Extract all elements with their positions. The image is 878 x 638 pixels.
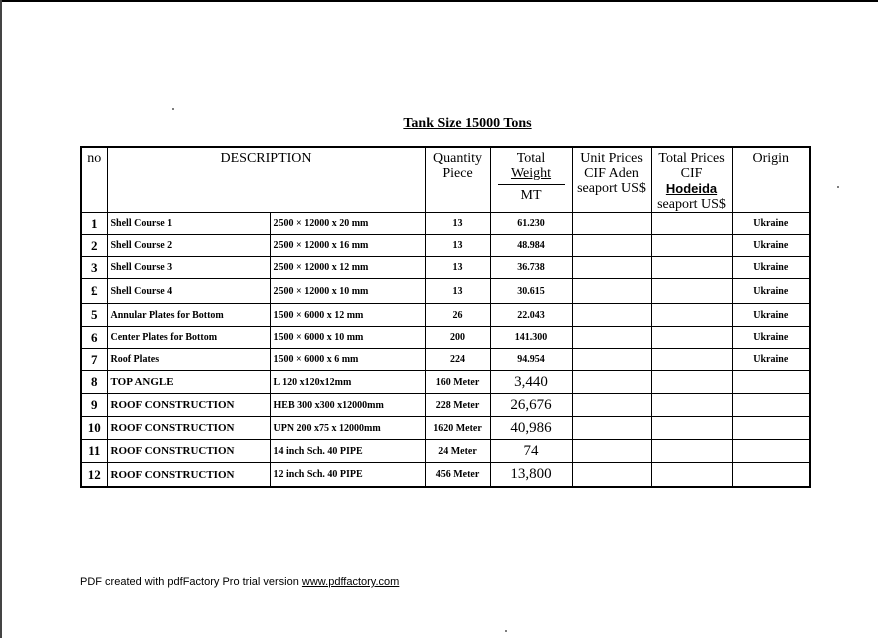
row-total-price xyxy=(651,394,732,417)
row-description: ROOF CONSTRUCTION xyxy=(107,394,270,417)
row-total-price xyxy=(651,371,732,394)
row-number: 8 xyxy=(81,371,107,394)
row-origin xyxy=(732,463,810,488)
row-description: Shell Course 4 xyxy=(107,279,270,304)
row-total-price xyxy=(651,213,732,235)
header-origin: Origin xyxy=(732,147,810,213)
row-description: Shell Course 1 xyxy=(107,213,270,235)
row-dimensions: 14 inch Sch. 40 PIPE xyxy=(270,440,425,463)
row-total-price xyxy=(651,235,732,257)
header-total-line4: seaport US$ xyxy=(657,197,726,212)
row-quantity: 13 xyxy=(425,213,490,235)
header-no: no xyxy=(81,147,107,213)
header-unit-line3: seaport US$ xyxy=(577,181,646,196)
row-quantity: 224 xyxy=(425,349,490,371)
row-number: 5 xyxy=(81,304,107,327)
table-row xyxy=(81,213,810,235)
row-origin xyxy=(732,440,810,463)
header-weight-line2: Weight xyxy=(510,166,552,181)
row-unit-price xyxy=(572,235,651,257)
row-origin: Ukraine xyxy=(732,279,810,304)
row-dimensions: 2500 × 12000 x 12 mm xyxy=(270,257,425,279)
pdf-footer xyxy=(80,576,399,588)
table-row xyxy=(81,440,810,463)
row-description: ROOF CONSTRUCTION xyxy=(107,440,270,463)
row-dimensions: 12 inch Sch. 40 PIPE xyxy=(270,463,425,488)
table-row xyxy=(81,417,810,440)
row-number: 10 xyxy=(81,417,107,440)
row-origin xyxy=(732,371,810,394)
header-total-line3: Hodeida xyxy=(665,181,718,196)
table-row xyxy=(81,257,810,279)
table-row xyxy=(81,349,810,371)
row-unit-price xyxy=(572,394,651,417)
table-row xyxy=(81,394,810,417)
scan-top-edge xyxy=(0,0,878,2)
row-number: 11 xyxy=(81,440,107,463)
row-total-price xyxy=(651,440,732,463)
row-quantity: 24 Meter xyxy=(425,440,490,463)
table-row xyxy=(81,235,810,257)
row-number: 1 xyxy=(81,213,107,235)
row-quantity: 200 xyxy=(425,327,490,349)
materials-table xyxy=(80,146,811,488)
row-total-price xyxy=(651,279,732,304)
table-row xyxy=(81,304,810,327)
row-description: ROOF CONSTRUCTION xyxy=(107,417,270,440)
row-unit-price xyxy=(572,257,651,279)
scan-speck xyxy=(837,186,839,188)
table-row xyxy=(81,279,810,304)
row-number: 12 xyxy=(81,463,107,488)
header-unit-line2: CIF Aden xyxy=(584,166,639,181)
row-weight: 30.615 xyxy=(490,279,572,304)
row-origin: Ukraine xyxy=(732,327,810,349)
row-weight: 94.954 xyxy=(490,349,572,371)
row-number: 9 xyxy=(81,394,107,417)
row-dimensions: HEB 300 x300 x12000mm xyxy=(270,394,425,417)
row-number: £ xyxy=(81,279,107,304)
row-weight: 48.984 xyxy=(490,235,572,257)
row-description: Annular Plates for Bottom xyxy=(107,304,270,327)
row-total-price xyxy=(651,463,732,488)
table-row xyxy=(81,327,810,349)
row-dimensions: 2500 × 12000 x 10 mm xyxy=(270,279,425,304)
table-row xyxy=(81,463,810,488)
row-weight: 61.230 xyxy=(490,213,572,235)
row-description: Roof Plates xyxy=(107,349,270,371)
row-dimensions: L 120 x120x12mm xyxy=(270,371,425,394)
table-header-row xyxy=(81,147,810,213)
row-number: 6 xyxy=(81,327,107,349)
row-dimensions: 2500 × 12000 x 16 mm xyxy=(270,235,425,257)
header-weight-line1: Total xyxy=(516,151,546,166)
row-quantity: 13 xyxy=(425,279,490,304)
table-row xyxy=(81,371,810,394)
scan-speck xyxy=(172,108,174,110)
scan-left-edge xyxy=(0,0,2,638)
row-quantity: 13 xyxy=(425,257,490,279)
row-unit-price xyxy=(572,440,651,463)
row-weight: 13,800 xyxy=(490,463,572,488)
row-unit-price xyxy=(572,463,651,488)
row-origin xyxy=(732,417,810,440)
row-weight: 26,676 xyxy=(490,394,572,417)
row-quantity: 26 xyxy=(425,304,490,327)
row-total-price xyxy=(651,257,732,279)
header-total-line2: CIF xyxy=(680,166,703,181)
row-number: 3 xyxy=(81,257,107,279)
row-weight: 40,986 xyxy=(490,417,572,440)
row-total-price xyxy=(651,304,732,327)
row-description: Center Plates for Bottom xyxy=(107,327,270,349)
footer-link[interactable]: www.pdffactory.com xyxy=(301,576,400,588)
document-title: Tank Size 15000 Tons xyxy=(403,116,532,131)
row-description: ROOF CONSTRUCTION xyxy=(107,463,270,488)
header-quantity xyxy=(425,147,490,213)
row-unit-price xyxy=(572,417,651,440)
row-origin: Ukraine xyxy=(732,304,810,327)
header-unit-prices xyxy=(572,147,651,213)
row-dimensions: UPN 200 x75 x 12000mm xyxy=(270,417,425,440)
row-total-price xyxy=(651,417,732,440)
row-unit-price xyxy=(572,279,651,304)
row-unit-price xyxy=(572,371,651,394)
footer-text: PDF created with pdfFactory Pro trial version xyxy=(80,576,302,588)
row-origin: Ukraine xyxy=(732,235,810,257)
header-quantity-line1: Quantity xyxy=(433,151,483,166)
row-description: Shell Course 3 xyxy=(107,257,270,279)
row-dimensions: 2500 × 12000 x 20 mm xyxy=(270,213,425,235)
row-quantity: 160 Meter xyxy=(425,371,490,394)
row-weight: 36.738 xyxy=(490,257,572,279)
row-weight: 22.043 xyxy=(490,304,572,327)
header-total-line1: Total Prices xyxy=(658,151,725,166)
row-weight: 3,440 xyxy=(490,371,572,394)
row-unit-price xyxy=(572,349,651,371)
row-unit-price xyxy=(572,304,651,327)
header-weight xyxy=(490,147,572,213)
row-total-price xyxy=(651,349,732,371)
row-weight: 74 xyxy=(490,440,572,463)
row-weight: 141.300 xyxy=(490,327,572,349)
row-quantity: 228 Meter xyxy=(425,394,490,417)
row-origin xyxy=(732,394,810,417)
row-unit-price xyxy=(572,327,651,349)
row-description: TOP ANGLE xyxy=(107,371,270,394)
header-weight-unit: MT xyxy=(498,184,565,203)
row-origin: Ukraine xyxy=(732,349,810,371)
scan-speck xyxy=(505,630,507,632)
row-dimensions: 1500 × 6000 x 12 mm xyxy=(270,304,425,327)
row-quantity: 13 xyxy=(425,235,490,257)
header-quantity-line2: Piece xyxy=(442,166,473,181)
row-origin: Ukraine xyxy=(732,257,810,279)
row-origin: Ukraine xyxy=(732,213,810,235)
row-number: 7 xyxy=(81,349,107,371)
row-description: Shell Course 2 xyxy=(107,235,270,257)
header-total-prices xyxy=(651,147,732,213)
row-total-price xyxy=(651,327,732,349)
header-unit-line1: Unit Prices xyxy=(580,151,643,166)
header-description: DESCRIPTION xyxy=(107,147,425,213)
row-unit-price xyxy=(572,213,651,235)
row-dimensions: 1500 × 6000 x 6 mm xyxy=(270,349,425,371)
row-quantity: 456 Meter xyxy=(425,463,490,488)
row-number: 2 xyxy=(81,235,107,257)
row-dimensions: 1500 × 6000 x 10 mm xyxy=(270,327,425,349)
row-quantity: 1620 Meter xyxy=(425,417,490,440)
